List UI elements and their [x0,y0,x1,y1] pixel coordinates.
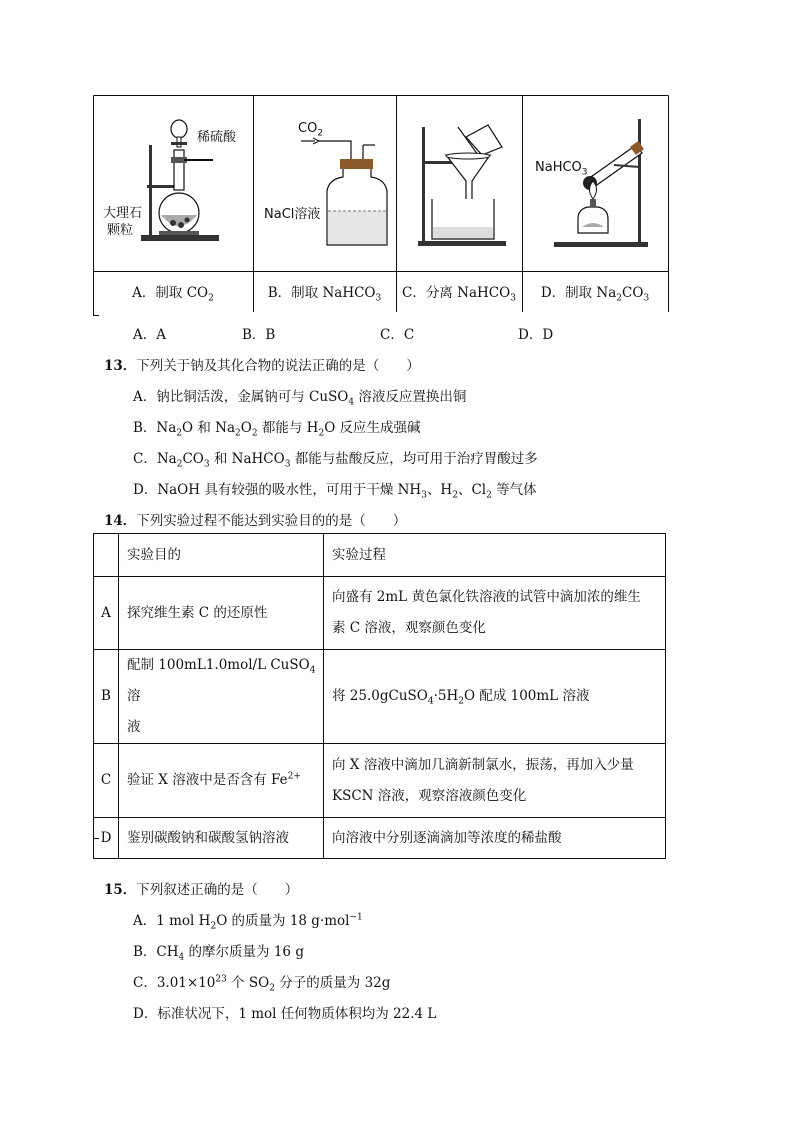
q12-option-a: A．A [133,327,166,343]
caption-a: A．制取 $CO_2$ [132,285,214,304]
q13-option-b: B．$Na_2O$ 和 $Na_2O_2$ 都能与 $H_2O$ 反应生成强碱 [133,420,421,439]
apparatus-table [93,95,669,312]
table-row [94,744,666,818]
caption-b: B．制取 NaHCO$_3$ [267,285,382,304]
label-nacl-solution: NaCl溶液 [264,207,321,222]
apparatus-d-drawing [548,115,663,250]
header-purpose: 实验目的 [119,534,324,577]
q15-stem: 15．下列叙述正确的是（ ） [104,882,299,898]
table-row [94,650,666,744]
header-blank-cell [94,534,119,577]
header-process: 实验过程 [324,534,666,577]
q15-option-a: A．1 mol $H_2O$ 的质量为 18 g·mol$^{-1}$ [133,912,363,932]
apparatus-c-drawing [408,115,520,250]
q12-option-c: C．C [380,327,415,343]
table-corner-mark [93,838,99,839]
experiment-table [93,533,666,859]
caption-c: C．分离 NaHCO$_3$ [402,285,516,304]
q13-stem: 13．下列关于钠及其化合物的说法正确的是（ ） [104,358,420,374]
apparatus-b-drawing [293,135,393,253]
row-process: 向溶液中分别逐滴滴加等浓度的稀盐酸 [324,818,666,859]
label-granules: 颗粒 [107,223,134,238]
label-co2: $CO_2$ [298,121,324,139]
label-dilute-sulfuric-acid: 稀硫酸 [197,130,237,145]
q12-option-b: B．B [242,327,276,343]
q13-option-c: C．$Na_2CO_3$ 和 NaHCO$_3$ 都能与盐酸反应，均可用于治疗胃酸过多 [133,451,538,470]
row-letter: A [94,577,119,650]
row-process: 向 X 溶液中滴加几滴新制氯水，振荡，再加入少量 KSCN 溶液，观察溶液颜色变化 [324,744,666,818]
q15-option-b: B．$CH_4$ 的摩尔质量为 16 g [133,944,304,963]
q15-option-d: D．标准状况下，1 mol 任何物质体积均为 22.4 L [133,1006,437,1022]
row-process: 向盛有 2mL 黄色氯化铁溶液的试管中滴加浓的维生 素 C 溶液，观察颜色变化 [324,577,666,650]
q12-option-d: D．D [518,327,554,343]
row-purpose: 配制 100mL1.0mol/L CuSO$_4$ 溶 液 [119,650,324,744]
table-header-row [94,534,666,577]
q13-option-d: D．NaOH 具有较强的吸水性，可用于干燥 $NH_3$、$H_2$、$Cl_2$ 等气体 [133,482,537,501]
row-letter: B [94,650,119,744]
q13-option-a: A．钠比铜活泼，金属钠可与 CuSO$_4$ 溶液反应置换出铜 [133,389,467,408]
row-letter: D [94,818,119,859]
row-purpose: 验证 X 溶液中是否含有 $Fe^{2+}$ [119,744,324,818]
row-purpose: 鉴别碳酸钠和碳酸氢钠溶液 [119,818,324,859]
row-purpose: 探究维生素 C 的还原性 [119,577,324,650]
q14-stem: 14．下列实验过程不能达到实验目的的是（ ） [104,513,407,529]
q15-option-c: C．$3.01\times 10^{23}$ 个 $SO_2$ 分子的质量为 32g [133,974,391,994]
table-row [94,818,666,859]
row-process: 将 $25.0gCuSO_4\cdot 5H_2O$ 配成 100mL 溶液 [324,650,666,744]
table-row [94,577,666,650]
row-letter: C [94,744,119,818]
label-nahco3: NaHCO$_3$ [535,160,588,178]
caption-d: D．制取 $Na_2CO_3$ [540,285,650,304]
label-marble: 大理石 [103,206,143,221]
